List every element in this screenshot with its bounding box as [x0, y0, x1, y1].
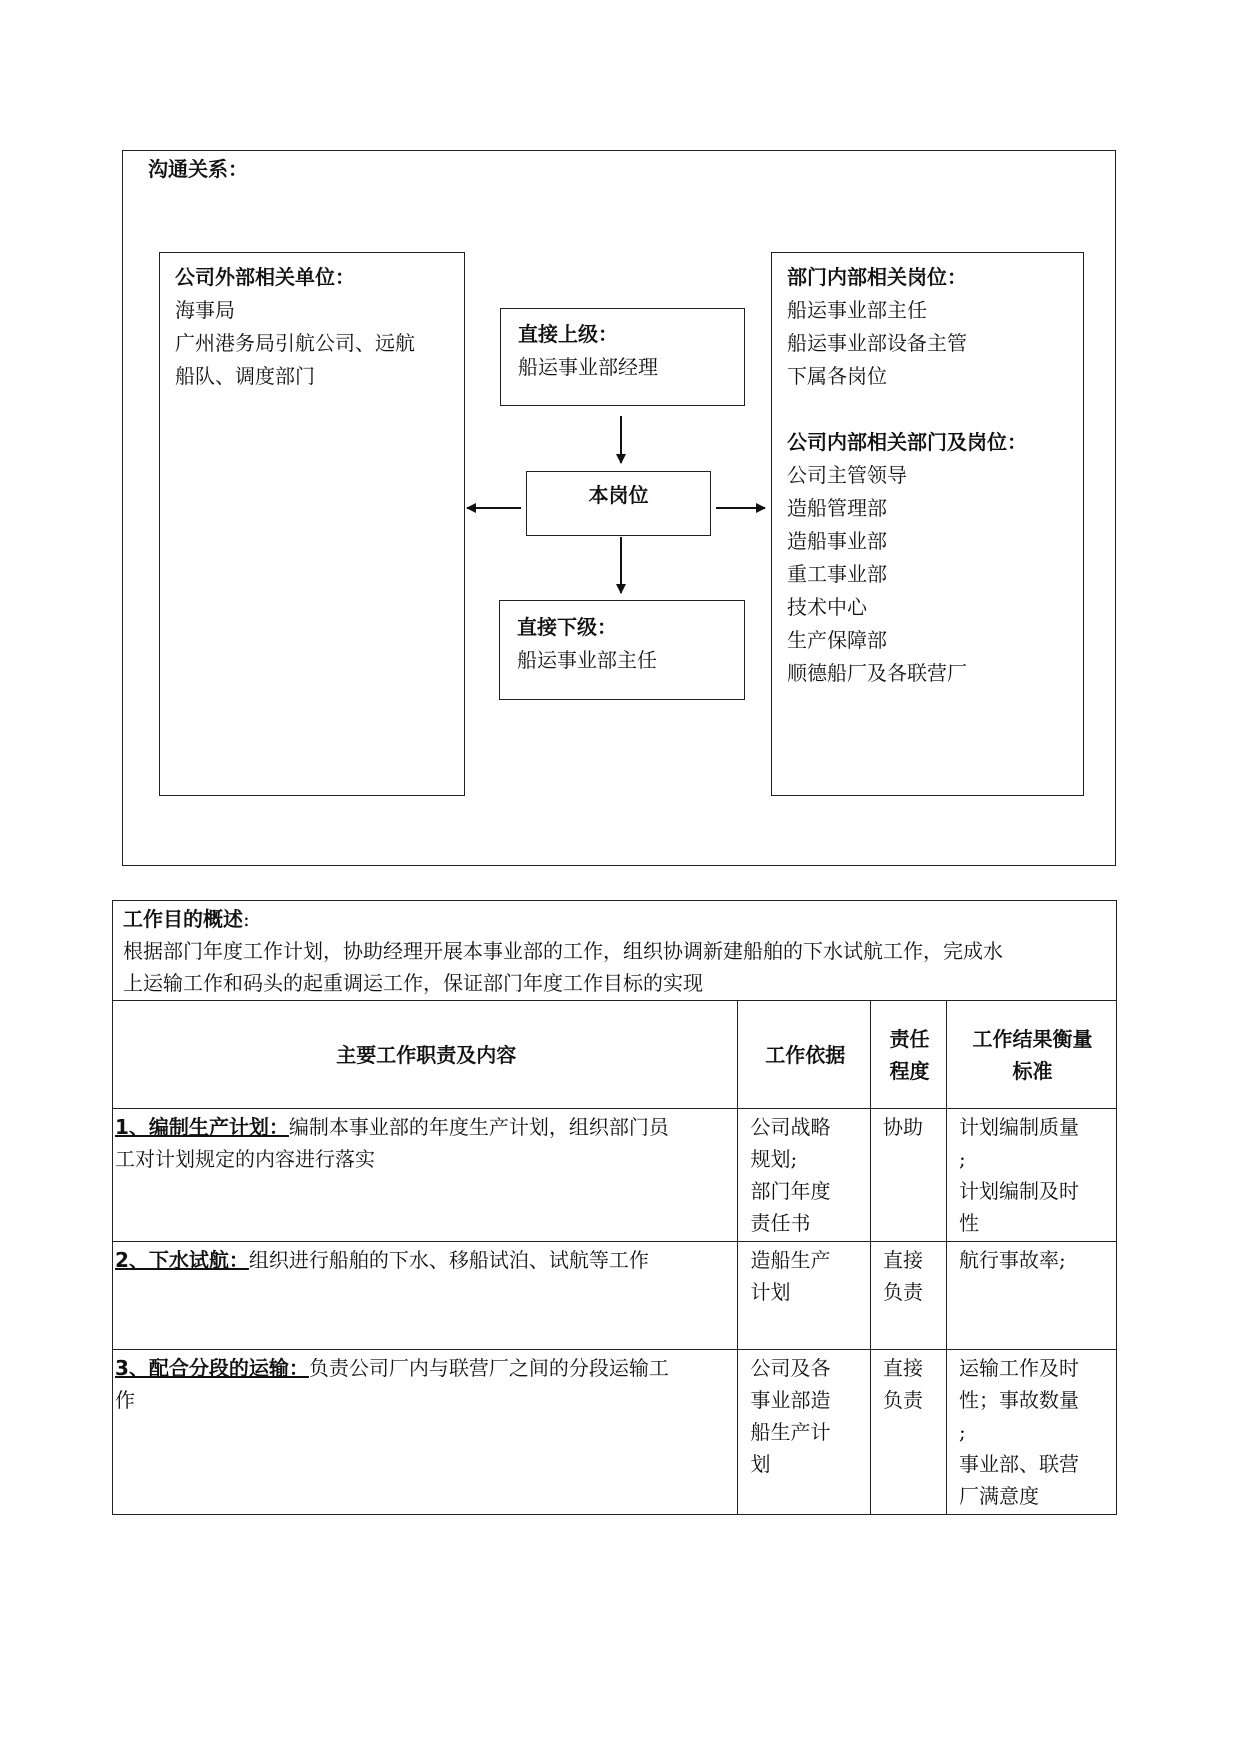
- basis-cell: 公司战略 规划; 部门年度 责任书: [738, 1109, 871, 1242]
- basis-cell: 造船生产 计划: [738, 1242, 871, 1350]
- measure-cell: 运输工作及时 性；事故数量 ; 事业部、联营 厂满意度: [946, 1350, 1116, 1515]
- measure-cell: 计划编制质量 ; 计划编制及时 性: [946, 1109, 1116, 1242]
- duty-desc: 编制本事业部的年度生产计划，组织部门员: [288, 1115, 669, 1139]
- company-internal-item: 公司主管领导: [787, 463, 907, 487]
- purpose-label: 工作目的概述: [123, 907, 243, 931]
- table-row: [113, 1350, 1117, 1515]
- dept-internal-item: 船运事业部设备主管: [787, 331, 967, 355]
- subordinate-title: 直接下级：: [517, 615, 617, 639]
- external-unit-item: 海事局: [175, 298, 235, 322]
- company-internal-item: 顺德船厂及各联营厂: [787, 661, 967, 685]
- subordinate-value: 船运事业部主任: [517, 648, 657, 672]
- company-internal-item: 技术中心: [787, 595, 867, 619]
- header-responsibility: 责任 程度: [871, 1001, 947, 1109]
- company-internal-title: 公司内部相关部门及岗位：: [787, 430, 1027, 454]
- duty-cell: [113, 1350, 738, 1515]
- external-unit-item: 船队、调度部门: [175, 364, 315, 388]
- duty-desc: 工对计划规定的内容进行落实: [115, 1147, 375, 1171]
- dept-internal-item: 下属各岗位: [787, 364, 887, 388]
- duty-cell: [113, 1242, 738, 1350]
- external-unit-item: 广州港务局引航公司、远航: [175, 331, 415, 355]
- dept-internal-title: 部门内部相关岗位：: [787, 265, 967, 289]
- header-duties: 主要工作职责及内容: [113, 1001, 738, 1109]
- company-internal-item: 造船管理部: [787, 496, 887, 520]
- external-units-box: [159, 252, 465, 796]
- superior-value: 船运事业部经理: [518, 355, 658, 379]
- table-row: [113, 1109, 1117, 1242]
- dept-internal-item: 船运事业部主任: [787, 298, 927, 322]
- duty-title: 1、编制生产计划：: [115, 1115, 289, 1139]
- responsibility-cell: 直接 负责: [871, 1350, 947, 1515]
- basis-cell: 公司及各 事业部造 船生产计 划: [738, 1350, 871, 1515]
- duty-desc: 作: [115, 1388, 135, 1412]
- duty-title: 2、下水试航：: [115, 1248, 249, 1272]
- communication-label: 沟通关系：: [148, 157, 248, 181]
- table-header-row: [113, 1001, 1117, 1109]
- this-position-box: 本岗位: [526, 471, 711, 536]
- company-internal-item: 生产保障部: [787, 628, 887, 652]
- superior-title: 直接上级：: [518, 322, 618, 346]
- purpose-colon: :: [243, 907, 250, 931]
- duties-table: [112, 1000, 1117, 1515]
- purpose-box: [112, 900, 1117, 1001]
- measure-cell: 航行事故率;: [946, 1242, 1116, 1350]
- header-measure: 工作结果衡量 标准: [946, 1001, 1116, 1109]
- company-internal-item: 重工事业部: [787, 562, 887, 586]
- table-row: [113, 1242, 1117, 1350]
- purpose-text-line: 根据部门年度工作计划，协助经理开展本事业部的工作，组织协调新建船舶的下水试航工作，完成水: [123, 939, 1003, 963]
- duty-title: 3、配合分段的运输：: [115, 1356, 309, 1380]
- duty-cell: [113, 1109, 738, 1242]
- company-internal-item: 造船事业部: [787, 529, 887, 553]
- external-units-title: 公司外部相关单位：: [175, 265, 355, 289]
- responsibility-cell: 协助: [871, 1109, 947, 1242]
- superior-box: [500, 308, 745, 406]
- subordinate-box: [499, 600, 745, 700]
- purpose-text-line: 上运输工作和码头的起重调运工作，保证部门年度工作目标的实现: [123, 971, 703, 995]
- header-basis: 工作依据: [738, 1001, 871, 1109]
- responsibility-cell: 直接 负责: [871, 1242, 947, 1350]
- duty-desc: 组织进行船舶的下水、移船试泊、试航等工作: [248, 1248, 649, 1272]
- internal-relations-box: [771, 252, 1084, 796]
- duty-desc: 负责公司厂内与联营厂之间的分段运输工: [308, 1356, 669, 1380]
